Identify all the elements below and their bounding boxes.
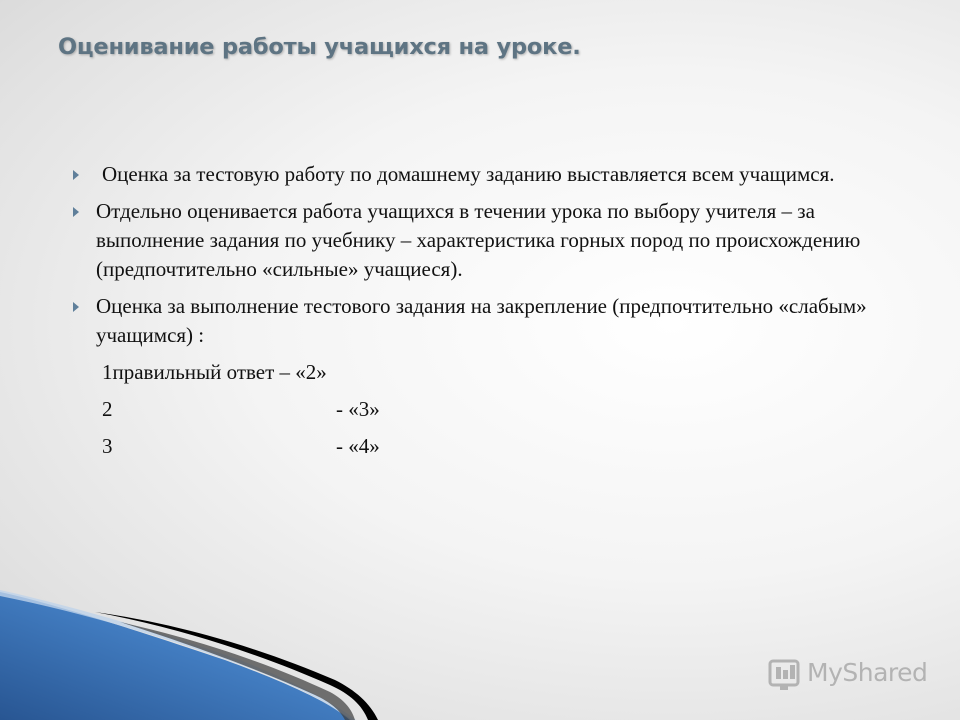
bullet-item xyxy=(70,197,870,284)
myshared-logo-icon xyxy=(767,658,803,694)
bullet-arrow-icon xyxy=(73,302,79,312)
score-grade: - «4» xyxy=(336,434,380,458)
score-count: 3 xyxy=(102,434,113,458)
score-text: правильный ответ – «2» xyxy=(112,360,327,384)
watermark-text: MyShared xyxy=(807,658,928,687)
score-grade: - «3» xyxy=(336,397,380,421)
score-line xyxy=(70,358,870,387)
bullet-text: Оценка за тестовую работу по домашнему заданию выставляется всем учащимся. xyxy=(102,162,835,186)
myshared-watermark xyxy=(767,656,927,696)
slide-content xyxy=(70,160,870,461)
score-count: 1 xyxy=(102,360,113,384)
bullet-item xyxy=(70,292,870,350)
bullet-item xyxy=(70,160,870,189)
bullet-arrow-icon xyxy=(73,170,79,180)
bullet-text: Оценка за выполнение тестового задания на закрепление (предпочтительно «слабым» учащимся) : xyxy=(96,294,867,347)
bullet-text: Отдельно оценивается работа учащихся в течении урока по выбору учителя – за выполнение задания по учебнику – характеристика горных пород по происхождению (предпочтительно «сильные» учащиеся). xyxy=(96,199,861,281)
score-count-with-text xyxy=(102,358,327,387)
score-line xyxy=(70,432,870,461)
score-count: 2 xyxy=(102,397,113,421)
score-line xyxy=(70,395,870,424)
slide-title: Оценивание работы учащихся на уроке. xyxy=(58,34,581,60)
bullet-arrow-icon xyxy=(73,207,79,217)
